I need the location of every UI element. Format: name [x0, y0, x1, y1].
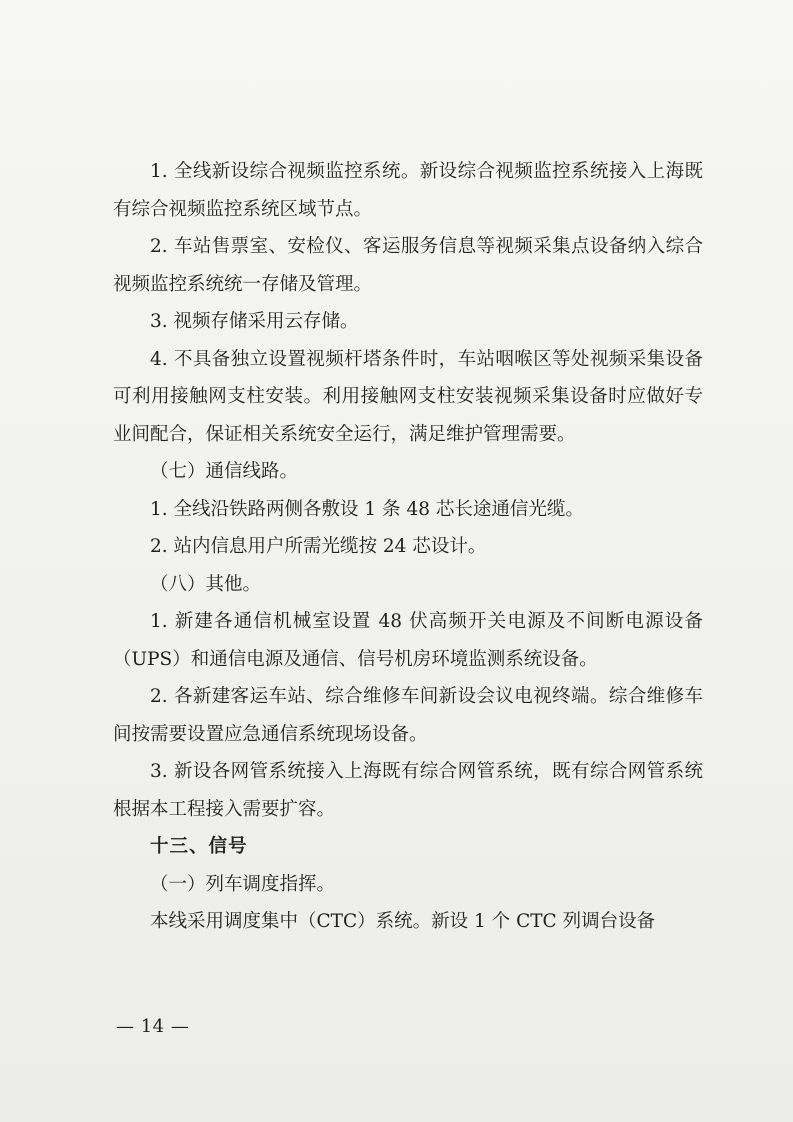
paragraph: 2. 站内信息用户所需光缆按 24 芯设计。 — [150, 536, 487, 557]
section-subheading: （一）列车调度指挥。 — [150, 873, 336, 895]
paragraph: 2. 车站售票室、安检仪、客运服务信息等视频采集点设备纳入综合视频监控系统统一存储及管理。 — [113, 236, 703, 295]
paragraph: 1. 新建各通信机械室设置 48 伏高频开关电源及不间断电源设备（UPS）和通信电源及通信、信号机房环境监测系统设备。 — [113, 611, 703, 670]
section-heading: 十三、信号 — [150, 836, 248, 857]
paragraph: 1. 全线沿铁路两侧各敷设 1 条 48 芯长途通信光缆。 — [150, 498, 584, 520]
paragraph: 3. 视频存储采用云存储。 — [150, 311, 359, 332]
paragraph: 1. 全线新设综合视频监控系统。新设综合视频监控系统接入上海既有综合视频监控系统区域节点。 — [113, 161, 703, 220]
paragraph: 本线采用调度集中（CTC）系统。新设 1 个 CTC 列调台设备 — [150, 911, 656, 932]
paragraph: 2. 各新建客运车站、综合维修车间新设会议电视终端。综合维修车间按需要设置应急通信系统现场设备。 — [113, 686, 703, 745]
section-subheading: （八）其他。 — [150, 573, 262, 595]
document-body — [113, 153, 703, 941]
page-number: — 14 — — [116, 1016, 190, 1037]
section-subheading: （七）通信线路。 — [150, 461, 299, 482]
paragraph: 4. 不具备独立设置视频杆塔条件时，车站咽喉区等处视频采集设备可利用接触网支柱安装。利用接触网支柱安装视频采集设备时应做好专业间配合，保证相关系统安全运行，满足维护管理需要。 — [113, 348, 703, 445]
paragraph: 3. 新设各网管系统接入上海既有综合网管系统，既有综合网管系统根据本工程接入需要扩容。 — [113, 761, 703, 820]
